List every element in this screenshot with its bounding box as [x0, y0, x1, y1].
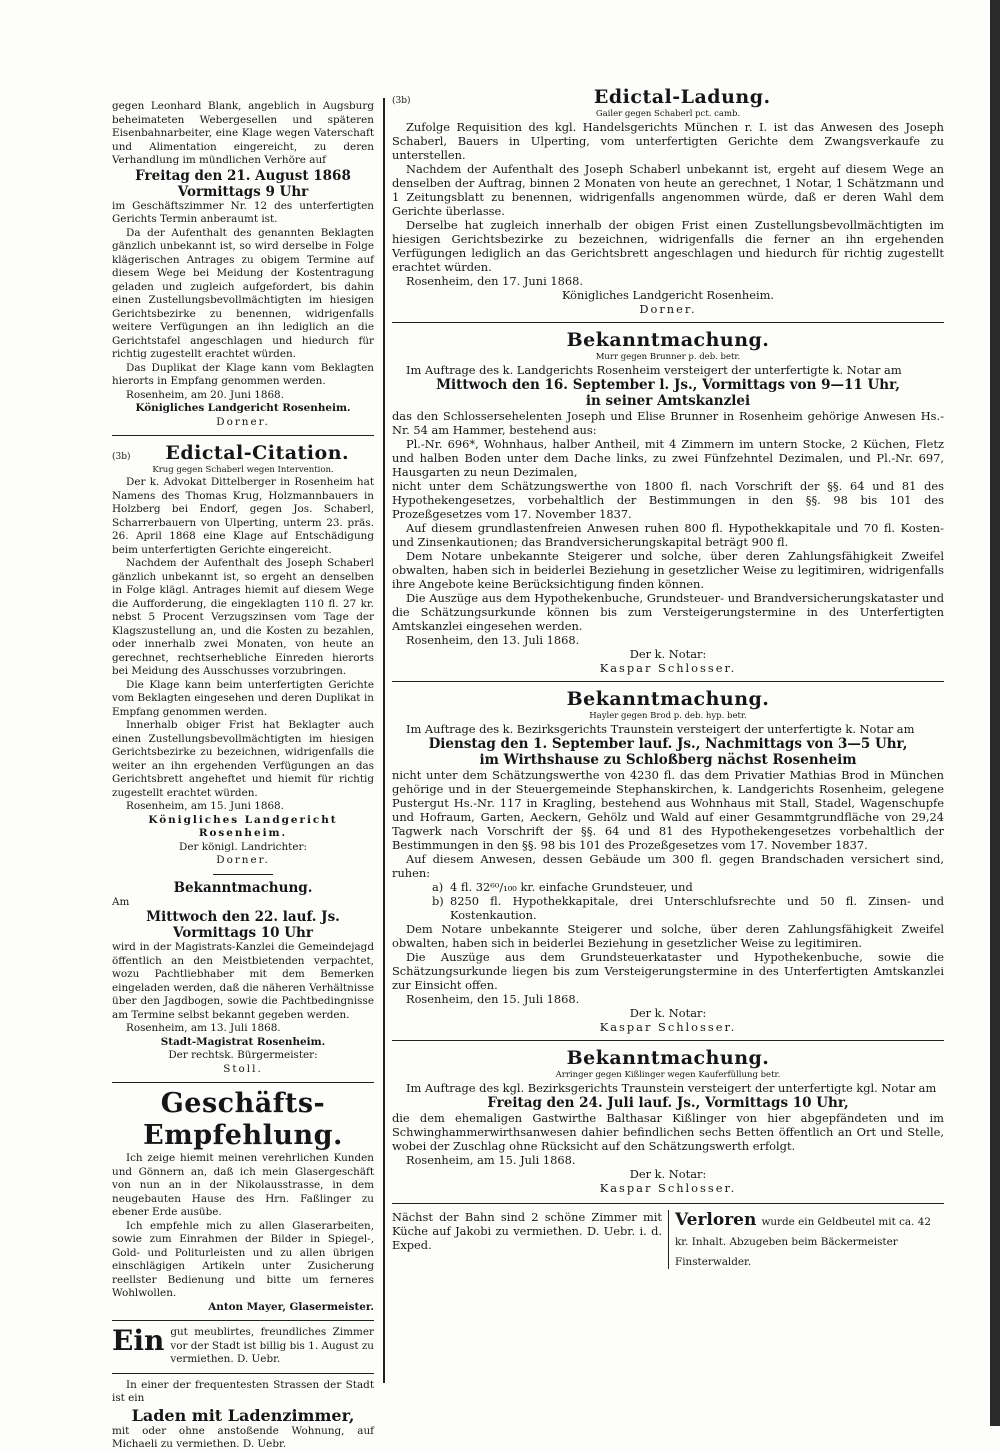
- signature: Kaspar Schlosser.: [599, 661, 737, 675]
- divider: [213, 874, 273, 875]
- court-name: Königliches Landgericht Rosenheim.: [561, 288, 775, 302]
- divider: [112, 435, 374, 436]
- notice-text: Im Auftrage des k. Bezirksgerichts Traunstein versteigert der unterfertigte k. Notar am: [406, 722, 915, 736]
- ad-text: wurde ein Geldbeutel mit ca. 42 kr. Inhalt. Abzugeben beim Bäckermeister Finsterwalder.: [675, 1216, 931, 1268]
- hearing-date: Freitag den 21. August 1868: [135, 167, 351, 184]
- list-item: [432, 880, 944, 894]
- notice-subtitle: Hayler gegen Brod p. deb. hyp. betr.: [589, 711, 747, 721]
- notice-title: Edictal-Citation.: [165, 442, 350, 464]
- list-label: b): [432, 894, 444, 908]
- notice-text: wird in der Magistrats-Kanzlei die Gemeindejagd öffentlich an den Meistbietenden verpachtet, wozu Pachtliebhaber mit dem Bemerken eingeladen werden, daß die näheren Verhältnisse über den Jagdbogen, sowie die Pachtbedingnisse am Termine selbst bekannt gegeben werden.: [112, 941, 374, 1021]
- notice-subtitle: Krug gegen Schaberl wegen Intervention.: [152, 465, 334, 475]
- scan-edge-strip: [990, 0, 1000, 1426]
- auction-date: Freitag den 24. Juli lauf. Js., Vormittags 10 Uhr,: [487, 1095, 849, 1111]
- signature: Kaspar Schlosser.: [599, 1020, 737, 1034]
- signature: Dorner.: [216, 854, 270, 866]
- notice-auction-brunner: [392, 328, 944, 675]
- ad-text: gut meublirtes, freundliches Zimmer vor der Stadt ist billig bis 1. August zu vermiethen. D. Uebr.: [170, 1326, 374, 1365]
- notice-text: nicht unter dem Schätzungswerthe von 1800 fl. nach Vorschrift der §§. 64 und 81 des Hypothekengesetzes, vorbehaltlich der Bestimmungen in den §§. 98 bis 101 des Prozeßgesetzes vom 17. November 1837.: [392, 479, 944, 521]
- ad-shop-for-rent: [112, 1379, 374, 1452]
- notice-text: Das Duplikat der Klage kann vom Beklagten hierorts in Empfang genommen werden.: [112, 361, 374, 387]
- notice-text: Da der Aufenthalt des genannten Beklagten gänzlich unbekannt ist, so wird derselbe in Folge klägerischen Antrages zu obigem Termine auf diesem Wege bei Meidung der Kostentragung geladen und zugleich aufgefordert, bis dahin einen Zustellungsbevollmächtigten im hiesigen Gerichtsbezirke zu benennen, widrigenfalls weitere Verfügungen an ihn lediglich an die Gerichtstafel angeschlagen und hiedurch für richtig zugestellt erachtet würden.: [112, 226, 374, 360]
- signature: Dorner.: [216, 415, 270, 428]
- notice-text: Die Auszüge aus dem Grundsteuerkataster und Hypothekenbuche, sowie die Schätzungsurkunde liegen bis zum Versteigerungstermine in des Unterfertigten Amtskanzlei zur Einsicht offen.: [392, 950, 944, 992]
- notice-title: Bekanntmachung.: [566, 329, 770, 351]
- notice-subtitle: Murr gegen Brunner p. deb. betr.: [595, 352, 741, 362]
- ad-title: Laden mit Ladenzimmer,: [131, 1405, 355, 1425]
- signatory-role: Der königl. Landrichter:: [179, 840, 307, 853]
- ad-text: Nächst der Bahn sind 2 schöne Zimmer mit Küche auf Jakobi zu vermiethen. D. Uebr. i. d. Exped.: [392, 1210, 662, 1252]
- signature: Stoll.: [223, 1062, 263, 1075]
- notice-text: Im Auftrage des k. Landgerichts Rosenheim versteigert der unterfertigte k. Notar am: [406, 363, 902, 377]
- ad-initial: Ein: [112, 1324, 165, 1357]
- list-label: a): [432, 880, 444, 894]
- list-text: 8250 fl. Hypothekkapitale, drei Unterschlufsrechte und 50 fl. Zinsen- und Kostenkaution.: [450, 894, 944, 922]
- ad-text: Ich empfehle mich zu allen Glaserarbeiten, sowie zum Einrahmen der Bilder in Spiegel-, Gold- und Politurleisten und zu allen übrigen einschlägigen Artikeln unter Zusicherung reellster Bedienung und bitte um ferneres Wohlwollen.: [112, 1219, 374, 1299]
- signatory-role: Der k. Notar:: [629, 1006, 707, 1020]
- ad-room-for-rent: [112, 1326, 374, 1367]
- notice-auction-brod: [392, 687, 944, 1034]
- notice-text: Innerhalb obiger Frist hat Beklagter auch einen Zustellungsbevollmächtigten im hiesigen Gerichtsbezirke zu bezeichnen, widrigenfalls die weiter an ihn ergehenden Verfügungen an das Gerichtsbrett angeheftet und hiemit für richtig zugestellt erachtet würden.: [112, 719, 374, 799]
- signatory-role: Der k. Notar:: [629, 647, 707, 661]
- ad-rooms-near-railway: [392, 1210, 669, 1269]
- notice-am: Am: [112, 895, 130, 908]
- notice-blank-summons: [112, 100, 374, 429]
- place-date: Rosenheim, am 15. Juli 1868.: [406, 1153, 576, 1167]
- notice-text: Pl.-Nr. 696*, Wohnhaus, halber Antheil, mit 4 Zimmern im untern Stocke, 2 Küchen, Fletz und halben Boden unter dem Dache links, zu zwei Fünfzehntel Dezimalen, und Pl.-Nr. 697, Hausgarten zu neun Dezimalen,: [392, 437, 944, 479]
- notice-subtitle: Arringer gegen Kißlinger wegen Kauferfüllung betr.: [555, 1070, 781, 1080]
- notice-text: Dem Notare unbekannte Steigerer und solche, über deren Zahlungsfähigkeit Zweifel obwalten, haben sich in beiderlei Beziehung in gesetzlicher Weise zu legitimiren, widrigenfalls ihre Angebote keine Berücksichtigung finden können.: [392, 549, 944, 591]
- court-name: Königliches Landgericht Rosenheim.: [148, 813, 338, 839]
- ad-text: In einer der frequentesten Strassen der Stadt ist ein: [112, 1378, 374, 1404]
- divider: [392, 322, 944, 323]
- ad-lost-purse: [669, 1210, 944, 1269]
- divider: [112, 1082, 374, 1083]
- ad-signature: Anton Mayer, Glasermeister.: [208, 1300, 374, 1313]
- auction-date: Mittwoch den 22. lauf. Js.: [146, 909, 340, 925]
- list-item: [432, 894, 944, 922]
- signature: Dorner.: [639, 302, 697, 316]
- notice-text: Im Auftrage des kgl. Bezirksgerichts Traunstein versteigert der unterfertigte kgl. Notar am: [406, 1081, 937, 1095]
- ad-business-recommendation: [112, 1088, 374, 1314]
- auction-location: im Wirthshause zu Schloßberg nächst Rosenheim: [479, 752, 857, 768]
- divider: [392, 681, 944, 682]
- encumbrance-list: [392, 880, 944, 922]
- small-ads-row: [392, 1203, 944, 1269]
- notice-edictal-summons: [392, 85, 944, 316]
- notice-text: Dem Notare unbekannte Steigerer und solche, über deren Zahlungsfähigkeit Zweifel obwalten, haben sich in beiderlei Beziehung in gesetzlicher Weise zu legitimiren.: [392, 922, 944, 950]
- ad-text: Ich zeige hiemit meinen verehrlichen Kunden und Gönnern an, daß ich mein Glasergeschäft von nun an in der Nikolausstrasse, in dem neugebauten Hause des Hrn. Faßlinger zu ebener Erde ausübe.: [112, 1152, 374, 1218]
- auction-time: Vormittags 10 Uhr: [173, 925, 313, 941]
- notice-text: Die Klage kann beim unterfertigten Gerichte vom Beklagten eingesehen und deren Duplikat in Empfang genommen werden.: [112, 678, 374, 718]
- notice-number: (3b): [392, 96, 411, 106]
- signature: Kaspar Schlosser.: [599, 1181, 737, 1195]
- notice-title: Bekanntmachung.: [173, 879, 313, 896]
- notice-text: Der k. Advokat Dittelberger in Rosenheim hat Namens des Thomas Krug, Holzmannbauers in Holzberg bei Endorf, gegen Jos. Schaberl, Scharrerbauern von Ulperting, unterm 23. präs. 26. April 1868 eine Klage auf Entschädigung beim unterfertigten Gerichte eingereicht.: [112, 476, 374, 556]
- notice-text: die dem ehemaligen Gastwirthe Balthasar Kißlinger von hier abgepfändeten und im Schwinghammerwirthsanwesen dahier befindlichen sechs Betten öffentlich an Ort und Stelle, wobei der Zuschlag ohne Rücksicht auf den Schätzungswerth erfolgt.: [392, 1111, 944, 1153]
- notice-edictal-citation: [112, 441, 374, 868]
- notice-hunting-lease: [112, 880, 374, 1077]
- place-date: Rosenheim, am 13. Juli 1868.: [126, 1022, 281, 1034]
- notice-text: das den Schlossersehelenten Joseph und Elise Brunner in Rosenheim gehörige Anwesen Hs.-Nr. 54 am Hammer, bestehend aus:: [392, 409, 944, 437]
- notice-text: nicht unter dem Schätzungswerthe von 4230 fl. das dem Privatier Mathias Brod in München gehörige und in der Steuergemeinde Stephanskirchen, k. Landgerichts Rosenheim, gelegene Pustergut Hs.-Nr. 117 in Kragling, bestehend aus Wohnhaus mit Stall, Stadel, Wagenschupfe und Hofraum, Garten, Aeckern, Gehölz und Wald auf einer Gesammtgrundfläche von 29,24 Tagwerk nach Vorschrift der §§. 64 und 81 des Hypothekengesetzes vorbehaltlich der Bestimmungen in den §§. 98 bis 101 des Prozeßgesetzes vom 17. November 1837.: [392, 768, 944, 852]
- signatory-role: Der rechtsk. Bürgermeister:: [168, 1049, 318, 1061]
- notice-text: Die Auszüge aus dem Hypothekenbuche, Grundsteuer- und Brandversicherungskataster und die Schätzungsurkunde können bis zum Versteigerungstermine in des Unterfertigten Amtskanzlei eingesehen werden.: [392, 591, 944, 633]
- notice-text: Zufolge Requisition des kgl. Handelsgerichts München r. I. ist das Anwesen des Joseph Schaberl, Bauers in Ulperting, vom unterfertigten Gerichte dem Zwangsverkaufe zu unterstellen.: [392, 120, 944, 162]
- place-date: Rosenheim, den 17. Juni 1868.: [406, 274, 583, 288]
- court-name: Königliches Landgericht Rosenheim.: [135, 402, 351, 414]
- left-column: [112, 100, 374, 1450]
- notice-title: Bekanntmachung.: [566, 1047, 770, 1069]
- notice-subtitle: Gailer gegen Schaberl pct. camb.: [595, 109, 741, 119]
- ad-title: Geschäfts-Empfehlung.: [143, 1088, 343, 1151]
- hearing-time: Vormittags 9 Uhr: [177, 183, 309, 200]
- notice-auction-kisslinger: [392, 1046, 944, 1195]
- auction-date: Dienstag den 1. September lauf. Js., Nachmittags von 3—5 Uhr,: [428, 736, 908, 752]
- notice-text: gegen Leonhard Blank, angeblich in Augsburg beheimateten Webergesellen und späteren Eisenbahnarbeiter, eine Klage wegen Vaterschaft und Alimentation eingereicht, zu deren Verhandlung im mündlichen Verhöre auf: [112, 100, 374, 166]
- divider: [112, 1373, 374, 1374]
- column-separator: [383, 98, 385, 1383]
- place-date: Rosenheim, den 15. Juli 1868.: [406, 992, 580, 1006]
- notice-text: Nachdem der Aufenthalt des Joseph Schaberl gänzlich unbekannt ist, so ergeht an denselben in Folge klägl. Antrages hiemit auf diesem Wege die Aufforderung, die eingeklagten 110 fl. 27 kr. nebst 5 Procent Verzugszinsen vom Tage der Klagszustellung an, und die Kosten zu bezahlen, oder innerhalb zwei Monaten, von heute an gerechnet, rechtserhebliche Einreden hierorts bei Meidung des Ausschusses vorzubringen.: [112, 557, 374, 677]
- right-column: [392, 85, 944, 1386]
- place-date: Rosenheim, am 15. Juni 1868.: [126, 800, 284, 812]
- notice-text: Derselbe hat zugleich innerhalb der obigen Frist einen Zustellungsbevollmächtigten im hiesigen Gerichtsbezirke zu bezeichnen, widrigenfalls die ferner an ihn ergehenden Verfügungen lediglich an das Gerichtsbrett angeschlagen und hiedurch für richtig zugestellt erachtet würden.: [392, 218, 944, 274]
- auction-location: in seiner Amtskanzlei: [585, 393, 751, 409]
- place-date: Rosenheim, den 13. Juli 1868.: [406, 633, 580, 647]
- ad-text: mit oder ohne anstoßende Wohnung, auf Michaeli zu vermiethen. D. Uebr.: [112, 1424, 374, 1450]
- notice-title: Bekanntmachung.: [566, 688, 770, 710]
- ad-title: Verloren: [675, 1210, 757, 1230]
- notice-text: Auf diesem Anwesen, dessen Gebäude um 300 fl. gegen Brandschaden versichert sind, ruhen:: [392, 852, 944, 880]
- court-name: Stadt-Magistrat Rosenheim.: [160, 1035, 326, 1048]
- notice-text: im Geschäftszimmer Nr. 12 des unterfertigten Gerichts Termin anberaumt ist.: [112, 199, 374, 225]
- notice-number: (3b): [112, 452, 131, 462]
- place-date: Rosenheim, am 20. Juni 1868.: [126, 388, 284, 401]
- notice-text: Nachdem der Aufenthalt des Joseph Schaberl unbekannt ist, ergeht auf diesem Wege an denselben der Auftrag, binnen 2 Monaten von heute an gerechnet, 1 Notar, 1 Schätzmann und 1 Zeitungsblatt zu benennen, widrigenfalls angenommen würde, daß er deren Wahl dem Gerichte überlasse.: [392, 162, 944, 218]
- signatory-role: Der k. Notar:: [629, 1167, 707, 1181]
- divider: [392, 1040, 944, 1041]
- list-text: 4 fl. 32⁶⁰/₁₀₀ kr. einfache Grundsteuer, und: [450, 880, 693, 894]
- notice-text: Auf diesem grundlastenfreien Anwesen ruhen 800 fl. Hypothekkapitale und 70 fl. Kosten- und Zinsenkautionen; das Brandversicherungskapital beträgt 900 fl.: [392, 521, 944, 549]
- auction-date: Mittwoch den 16. September l. Js., Vormittags von 9—11 Uhr,: [436, 377, 900, 393]
- notice-title: Edictal-Ladung.: [593, 86, 771, 108]
- divider: [112, 1320, 374, 1321]
